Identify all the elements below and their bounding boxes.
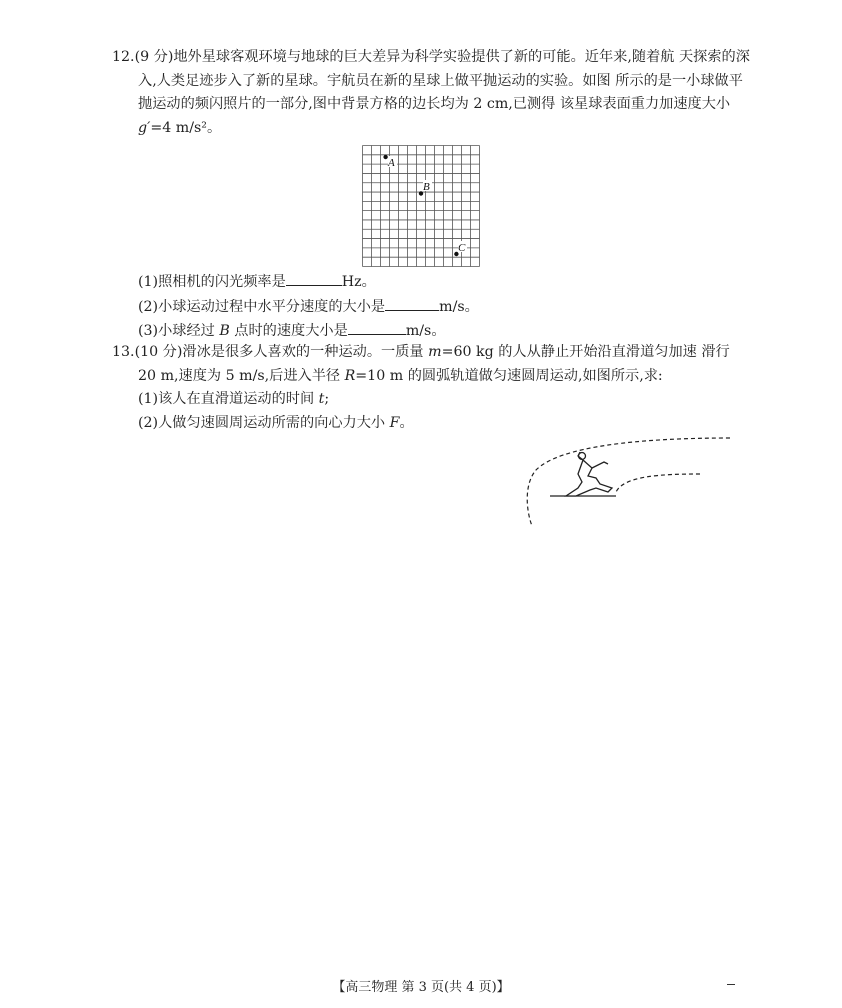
- skater-icon: [566, 452, 612, 496]
- q12-subquestions: [112, 270, 752, 344]
- question-13: [112, 341, 752, 435]
- q12-line2: 天探索的深入,人类足迹步入了新的星球。宇航员在新的星球上做平抛运动的实验。如图: [138, 49, 750, 89]
- q13-number: 13.: [112, 344, 135, 360]
- gravity-symbol: g′: [138, 119, 151, 136]
- page-footer: 【高三物理 第 3 页(共 4 页)】: [332, 980, 510, 995]
- point-a-label: A: [388, 157, 395, 169]
- q13-stem: 13.(10 分)滑冰是很多人喜欢的一种运动。一质量 m=60 kg 的人从静止开始沿直滑道匀加速 滑行 20 m,速度为 5 m/s,后进入半径 R=10 m 的圆弧轨道做匀速圆周运动,如图所示,求:: [112, 344, 730, 384]
- q12-line4: 该星球表面重力加速度大小 g′=4 m/s²。: [138, 96, 731, 136]
- corner-mark: [727, 984, 735, 985]
- ice-skating-track-figure: [520, 432, 735, 530]
- q12-number: 12.: [112, 49, 135, 65]
- answer-blank-frequency[interactable]: [286, 270, 342, 286]
- q12-line1: (9 分)地外星球客观环境与地球的巨大差异为科学实验提供了新的可能。近年来,随着航: [134, 49, 675, 65]
- q12-line3: 所示的是一小球做平抛运动的频闪照片的一部分,图中背景方格的边长均为 2 cm,已测得: [138, 72, 743, 112]
- q12-sub1: (1)照相机的闪光频率是 Hz。: [112, 270, 752, 295]
- q12-sub3: (3)小球经过 B 点时的速度大小是 m/s。: [112, 319, 752, 344]
- q12-stem: [112, 46, 752, 140]
- answer-blank-b-speed[interactable]: [348, 319, 406, 335]
- radius-symbol: R: [344, 367, 356, 384]
- question-12: [112, 46, 752, 140]
- q12-sub2: (2)小球运动过程中水平分速度的大小是 m/s。: [112, 295, 752, 320]
- inner-track-arc: [616, 474, 700, 492]
- point-b-label: B: [423, 181, 430, 193]
- stroboscope-grid-figure: [362, 145, 480, 267]
- answer-blank-horizontal-speed[interactable]: [385, 295, 439, 311]
- q13-sub1: (1)该人在直滑道运动的时间 t;: [138, 391, 330, 407]
- mass-symbol: m: [428, 344, 442, 360]
- q13-sub2: (2)人做匀速圆周运动所需的向心力大小 F。: [138, 414, 414, 431]
- point-c-label: C: [458, 242, 466, 254]
